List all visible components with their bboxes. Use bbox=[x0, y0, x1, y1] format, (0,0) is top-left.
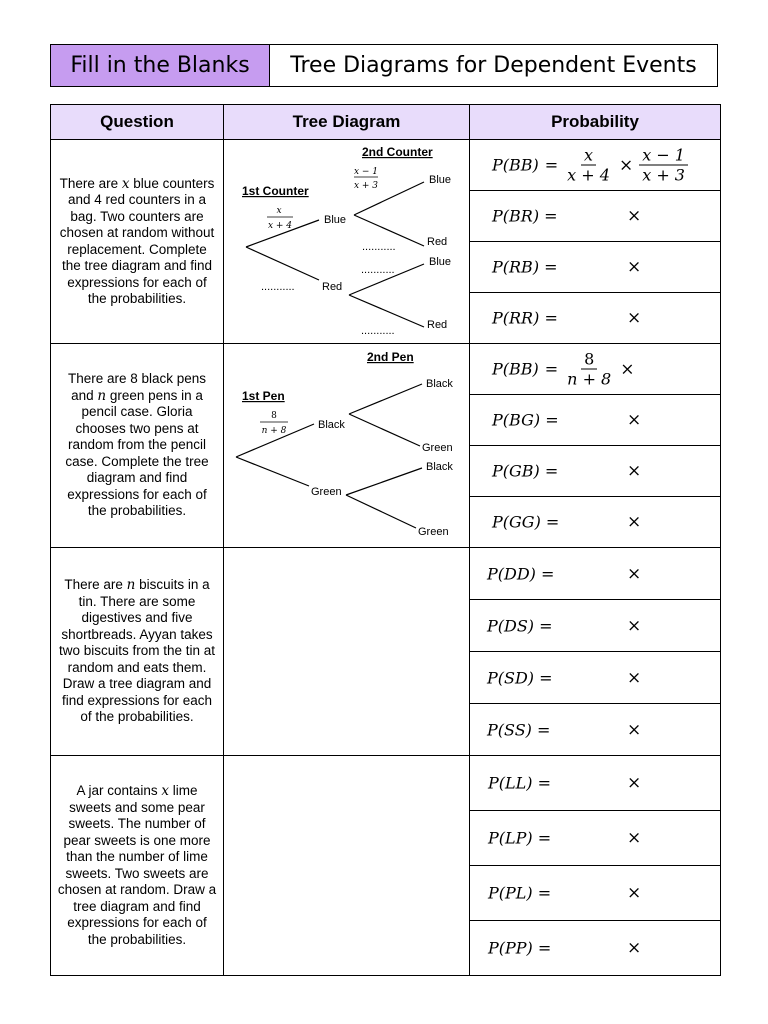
blank-line: ........... bbox=[362, 241, 396, 253]
times-sign: × bbox=[627, 461, 642, 481]
times-sign: × bbox=[627, 615, 642, 636]
first-prob-denominator: x + 4 bbox=[267, 221, 293, 231]
probability-cell bbox=[470, 191, 721, 242]
fraction: $\frac{8}{n + 8}$ bbox=[567, 349, 612, 389]
tree-diagram-cell-2 bbox=[224, 344, 470, 548]
probability-cell bbox=[470, 811, 721, 866]
worksheet-header bbox=[50, 44, 718, 87]
question-cell-3: There are n biscuits in a tin. There are some digestives and five shortbreads. Ayyan takes two biscuits from the tin at random and eats them. Draw a tree diagram and find expressions for each of the probabilities. bbox=[51, 548, 224, 756]
table-row bbox=[51, 140, 721, 191]
probability-label: P(RR) = bbox=[492, 308, 558, 328]
question-cell-2: There are 8 black pens and n green pens in a pencil case. Gloria chooses two pens at random from the pencil case. Complete the tree diagram and find expressions for each of the probabilities. bbox=[51, 344, 224, 548]
table-row bbox=[51, 548, 721, 600]
times-sign: × bbox=[627, 883, 642, 903]
table-header-row bbox=[51, 105, 721, 140]
blank-line: ........... bbox=[361, 325, 395, 337]
tree-diagram-counters bbox=[224, 140, 470, 341]
times-sign: × bbox=[627, 563, 642, 584]
probability-label: P(PL) = bbox=[488, 883, 552, 903]
times-sign: × bbox=[627, 828, 642, 848]
worksheet-table bbox=[50, 104, 721, 976]
blank-line: ........... bbox=[361, 264, 395, 276]
column-header-question: Question bbox=[51, 105, 224, 140]
first-prob-denominator: n + 8 bbox=[261, 426, 287, 436]
times-sign: × bbox=[627, 773, 642, 793]
probability-label: P(GB) = bbox=[492, 461, 559, 481]
probability-label: P(LP) = bbox=[488, 828, 552, 848]
probability-cell bbox=[470, 652, 721, 704]
leaf-label-blue: Blue bbox=[429, 256, 452, 268]
blank-line: ........... bbox=[261, 281, 295, 293]
table-row bbox=[51, 756, 721, 811]
probability-label: P(PP) = bbox=[488, 938, 552, 958]
leaf-label-green: Green bbox=[422, 442, 453, 454]
variable-n: n bbox=[97, 387, 107, 404]
probability-cell bbox=[470, 395, 721, 446]
probability-label: P(DS) = bbox=[487, 616, 553, 635]
probability-label: P(SS) = bbox=[487, 720, 551, 739]
tree-diagram-cell-1 bbox=[224, 140, 470, 344]
probability-cell bbox=[470, 497, 721, 548]
fraction: $\frac{x}{x + 4}$ bbox=[567, 145, 610, 185]
probability-cell bbox=[470, 756, 721, 811]
times-sign: × bbox=[627, 206, 642, 226]
variable-x: x bbox=[121, 175, 130, 192]
variable-x: x bbox=[161, 783, 169, 799]
leaf-label-black: Black bbox=[426, 461, 453, 473]
probability-cell bbox=[470, 446, 721, 497]
second-prob-denominator: x + 3 bbox=[353, 181, 379, 191]
table-row bbox=[51, 344, 721, 395]
times-sign: × bbox=[627, 719, 642, 740]
second-prob-numerator: x − 1 bbox=[353, 167, 379, 177]
probability-cell bbox=[470, 548, 721, 600]
stage2-title: 2nd Pen bbox=[367, 350, 414, 364]
probability-label: P(LL) = bbox=[488, 773, 551, 793]
probability-cell bbox=[470, 866, 721, 921]
probability-cell bbox=[470, 921, 721, 976]
probability-cell bbox=[470, 600, 721, 652]
leaf-label-blue: Blue bbox=[429, 174, 452, 186]
branch-label-black: Black bbox=[318, 419, 345, 431]
header-tag: Fill in the Blanks bbox=[51, 45, 270, 86]
stage1-title: 1st Pen bbox=[242, 389, 285, 403]
probability-cell bbox=[470, 242, 721, 293]
branch-label-red: Red bbox=[322, 281, 343, 293]
probability-cell bbox=[470, 704, 721, 756]
times-sign: × bbox=[627, 257, 642, 277]
times-sign: × bbox=[627, 512, 642, 532]
question-cell-4: A jar contains x lime sweets and some pear sweets. The number of pear sweets is one more than the number of lime sweets. Two sweets are chosen at random. Draw a tree diagram and find expressions for each of the probabilities. bbox=[51, 756, 224, 976]
first-prob-numerator: 8 bbox=[271, 411, 277, 421]
probability-label: P(BB) bbox=[492, 359, 539, 379]
header-title: Tree Diagrams for Dependent Events bbox=[290, 53, 697, 78]
probability-label: P(BB) bbox=[492, 155, 539, 175]
leaf-label-green: Green bbox=[418, 526, 449, 538]
times-sign: × bbox=[627, 308, 642, 328]
stage1-title: 1st Counter bbox=[242, 184, 309, 198]
tree-diagram-pens bbox=[224, 344, 470, 545]
probability-label: P(RB) = bbox=[492, 257, 558, 277]
branch-label-green: Green bbox=[311, 486, 342, 498]
tree-diagram-blank-3[interactable] bbox=[224, 548, 470, 756]
times-sign: × bbox=[627, 667, 642, 688]
probability-label: P(DD) = bbox=[487, 564, 555, 583]
times-sign: × bbox=[627, 410, 642, 430]
probability-label: P(BR) = bbox=[492, 206, 558, 226]
probability-cell: P(BB) = $\frac{x}{x + 4}$ × $\frac{x - 1}{x + 3}$ bbox=[470, 140, 721, 191]
first-prob-numerator: x bbox=[276, 206, 282, 216]
fraction: $\frac{x - 1}{x + 3}$ bbox=[639, 146, 688, 185]
branch-line bbox=[246, 247, 319, 280]
probability-label: P(BG) = bbox=[492, 410, 559, 430]
leaf-label-red: Red bbox=[427, 319, 448, 331]
column-header-tree-diagram: Tree Diagram bbox=[224, 105, 470, 140]
probability-cell: P(BB) = $\frac{8}{n + 8}$ × bbox=[470, 344, 721, 395]
question-cell-1: There are x blue counters and 4 red counters in a bag. Two counters are chosen at random without replacement. Complete the tree diagram and find expressions for each of the probabilities. bbox=[51, 140, 224, 344]
times-sign: × bbox=[627, 938, 642, 958]
branch-label-blue: Blue bbox=[324, 214, 347, 226]
probability-cell bbox=[470, 293, 721, 344]
column-header-probability: Probability bbox=[470, 105, 721, 140]
leaf-label-black: Black bbox=[426, 378, 453, 390]
variable-n: n bbox=[126, 577, 136, 594]
tree-diagram-blank-4[interactable] bbox=[224, 756, 470, 976]
stage2-title: 2nd Counter bbox=[362, 145, 433, 159]
probability-label: P(SD) = bbox=[487, 668, 553, 687]
probability-label: P(GG) = bbox=[492, 512, 560, 532]
leaf-label-red: Red bbox=[427, 236, 448, 248]
